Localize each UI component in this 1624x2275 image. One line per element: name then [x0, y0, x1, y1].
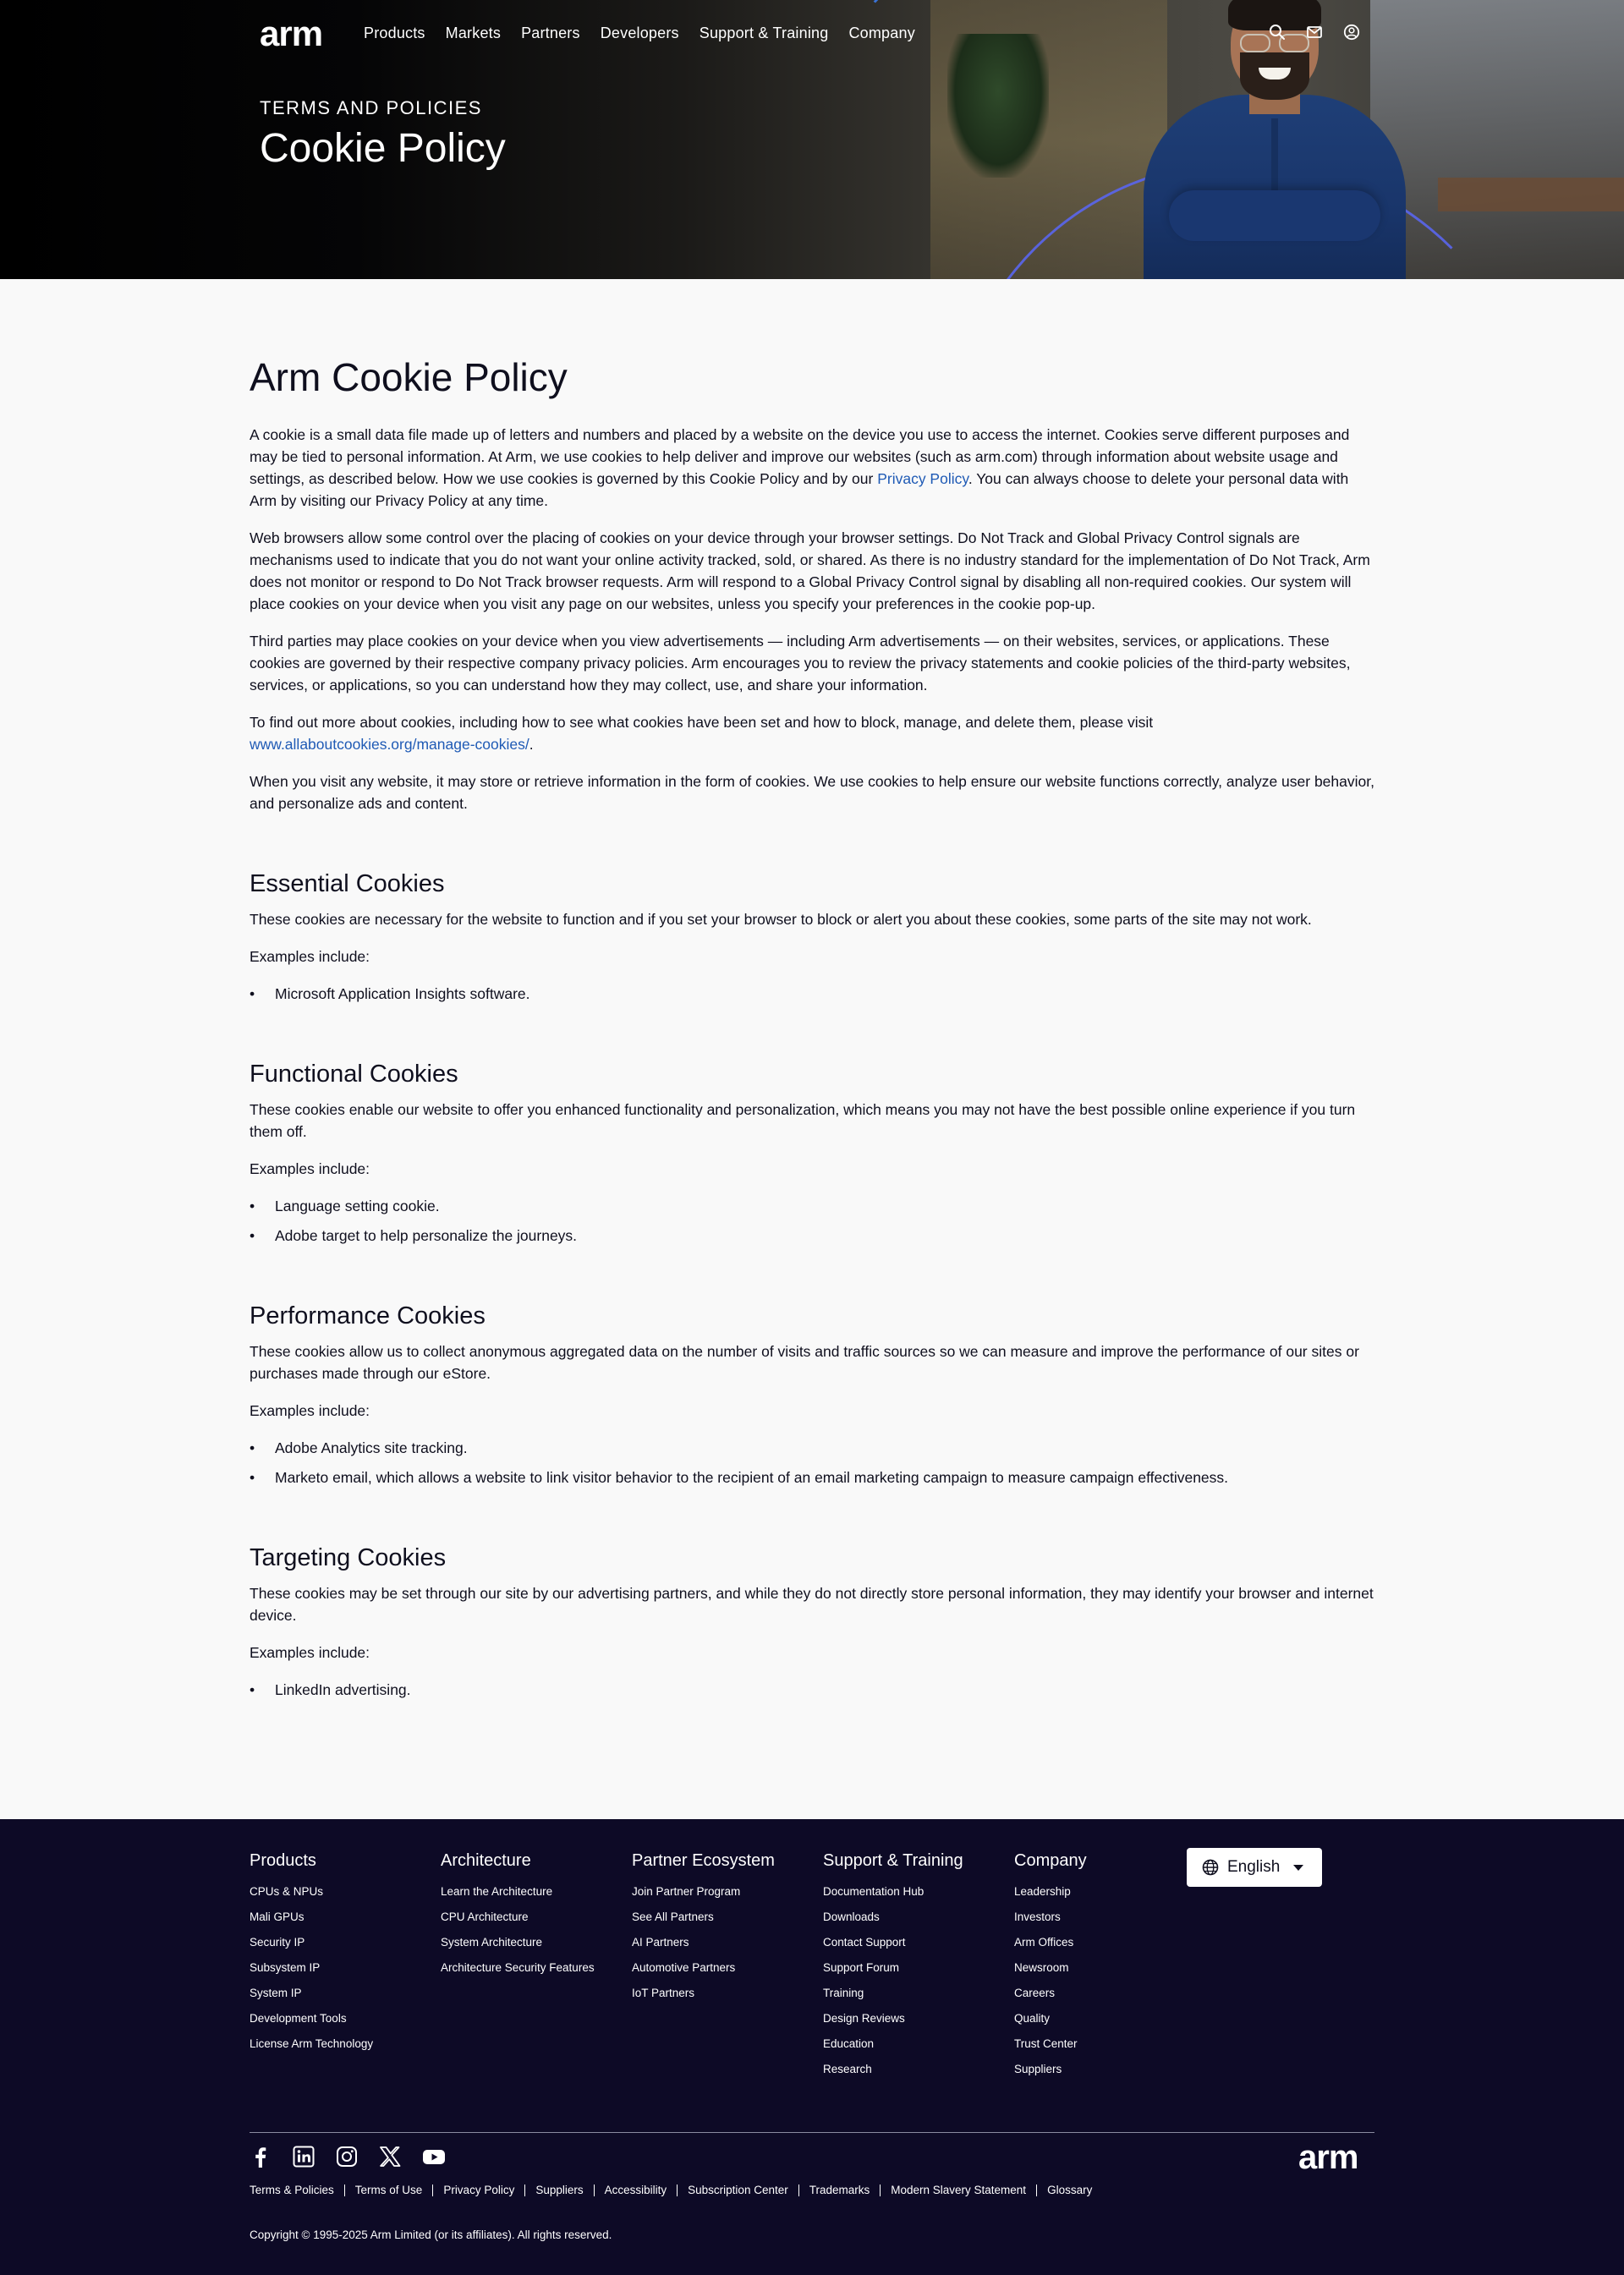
section-title: Performance Cookies — [250, 1302, 486, 1329]
footer-link[interactable]: License Arm Technology — [250, 2037, 374, 2050]
footer-column-title: Company — [1014, 1851, 1087, 1870]
section-title: Functional Cookies — [250, 1060, 458, 1088]
footer-column-title: Partner Ecosystem — [632, 1851, 775, 1870]
nav-company[interactable]: Company — [848, 25, 915, 41]
find-out-more-tail: . — [529, 735, 534, 753]
footer-link[interactable]: Development Tools — [250, 2012, 347, 2025]
legal-link[interactable]: Accessibility — [594, 2185, 678, 2196]
nav-products[interactable]: Products — [364, 25, 425, 41]
footer-link[interactable]: Education — [823, 2037, 875, 2050]
list-item: • Microsoft Application Insights software. — [250, 983, 1379, 1005]
footer-link[interactable]: IoT Partners — [632, 1987, 695, 1999]
hero-banner — [0, 0, 1624, 279]
footer-column-title: Support & Training — [823, 1851, 963, 1870]
copyright-text: Copyright © 1995-2025 Arm Limited (or its affiliates). All rights reserved. — [250, 2228, 612, 2241]
hero-title: Cookie Policy — [260, 126, 506, 171]
footer-column-company — [1014, 1851, 1205, 2082]
footer-link[interactable]: System Architecture — [441, 1936, 543, 1949]
footer-link[interactable]: Arm Offices — [1014, 1936, 1074, 1949]
arm-logo[interactable]: arm — [260, 14, 323, 53]
facebook-icon[interactable] — [250, 2146, 272, 2168]
person-crossed-arms — [1169, 190, 1380, 241]
performance-cookies-section — [250, 1302, 1379, 1488]
footer-link[interactable]: AI Partners — [632, 1936, 689, 1949]
footer-column-support-training — [823, 1851, 1014, 2082]
list-item: • Marketo email, which allows a website to link visitor behavior to the recipient of an email marketing campaign to measure campaign effectiveness. — [250, 1466, 1379, 1488]
browser-controls-paragraph: Web browsers allow some control over the placing of cookies on your device through your browser settings. Do Not Track and Global Privacy Control signals are mechanisms used to indicate that you do not want your online activity tracked, sold, or shared. As there is no industry standard for the implementation of Do Not Track, Arm does not monitor or respond to Do Not Track browser requests. Arm will respond to a Global Privacy Control signal by disabling all non-required cookies. Our system will place cookies on your device when you visit any page on our websites, unless you specify your preferences in the cookie pop-up. — [250, 529, 1370, 612]
footer-link[interactable]: Leadership — [1014, 1885, 1071, 1898]
legal-link[interactable]: Subscription Center — [677, 2185, 798, 2196]
footer-link[interactable]: Research — [823, 2063, 872, 2075]
social-links — [250, 2146, 446, 2168]
section-title: Targeting Cookies — [250, 1543, 447, 1571]
language-label: English — [1227, 1858, 1281, 1876]
instagram-icon[interactable] — [336, 2146, 358, 2168]
legal-links — [250, 2185, 1102, 2196]
website-storage-paragraph: When you visit any website, it may store or retrieve information in the form of cookies. We use cookies to help ensure our website functions correctly, analyze user behavior, and personalize ads and content. — [250, 772, 1374, 812]
legal-link[interactable]: Privacy Policy — [432, 2185, 524, 2196]
footer-column-products — [250, 1851, 441, 2082]
privacy-policy-link[interactable]: Privacy Policy — [877, 469, 968, 487]
footer-column-title: Architecture — [441, 1851, 531, 1870]
footer-link[interactable]: Training — [823, 1987, 864, 1999]
footer-link[interactable]: See All Partners — [632, 1910, 714, 1923]
nav-utility-icons — [1269, 24, 1360, 41]
find-out-more-text: To find out more about cookies, including how to see what cookies have been set and how to block, manage, and delete them, please visit — [250, 713, 1154, 731]
main-menu — [364, 25, 915, 42]
account-icon[interactable] — [1343, 24, 1360, 41]
hero-eyebrow: TERMS AND POLICIES — [260, 97, 482, 118]
find-out-more-paragraph — [250, 711, 1379, 755]
list-item: • Adobe target to help personalize the journeys. — [250, 1225, 1379, 1247]
section-description: These cookies are necessary for the website to function and if you set your browser to block or alert you about these cookies, some parts of the site may not work. — [250, 910, 1312, 928]
chevron-down-icon — [1293, 1865, 1303, 1871]
footer-link[interactable]: Careers — [1014, 1987, 1056, 1999]
footer-link[interactable]: Downloads — [823, 1910, 880, 1923]
legal-link[interactable]: Suppliers — [524, 2185, 593, 2196]
footer-link[interactable]: Contact Support — [823, 1936, 906, 1949]
third-party-paragraph: Third parties may place cookies on your device when you view advertisements — including Arm advertisements — on their websites, services, or applications. These cookies are governed by their respective company privacy policies. Arm encourages you to review the privacy statements and cookie policies of the third-party websites, services, or applications, so you can understand how they may collect, use, and share your information. — [250, 632, 1351, 693]
examples-list — [250, 1195, 1379, 1247]
nav-support-training[interactable]: Support & Training — [699, 25, 829, 41]
footer-link[interactable]: Automotive Partners — [632, 1961, 736, 1974]
examples-list — [250, 1437, 1379, 1488]
globe-icon — [1202, 1859, 1219, 1876]
list-item: • LinkedIn advertising. — [250, 1679, 1379, 1701]
search-icon[interactable] — [1269, 24, 1286, 41]
examples-label: Examples include: — [250, 1643, 370, 1661]
section-description: These cookies enable our website to offer you enhanced functionality and personalization, which means you may not have the best possible online experience if you turn them off. — [250, 1100, 1356, 1140]
footer-column-title: Products — [250, 1851, 316, 1870]
footer-link[interactable]: System IP — [250, 1987, 302, 1999]
x-icon[interactable] — [379, 2146, 401, 2168]
footer-link[interactable]: Documentation Hub — [823, 1885, 924, 1898]
youtube-icon[interactable] — [422, 2146, 446, 2168]
section-description: These cookies may be set through our site by our advertising partners, and while they do not directly store personal information, they may identify your browser and internet device. — [250, 1584, 1374, 1624]
person-shirt-placket — [1271, 118, 1278, 195]
legal-link[interactable]: Trademarks — [798, 2185, 881, 2196]
legal-link[interactable]: Modern Slavery Statement — [880, 2185, 1036, 2196]
examples-label: Examples include: — [250, 1159, 370, 1177]
intro-text: A cookie is a small data file made up of letters and numbers and placed by a website on the device you use to access the internet. Cookies serve different purposes and may be tied to personal information. At Arm, we use cookies to help deliver and improve our websites (such as arm.com) through information about website usage and settings, as described below. How we use cookies is governed by this Cookie Policy and by our — [250, 425, 1350, 487]
site-footer — [0, 1819, 1624, 2275]
examples-label: Examples include: — [250, 1401, 370, 1419]
functional-cookies-section — [250, 1061, 1379, 1247]
section-description: These cookies allow us to collect anonymous aggregated data on the number of visits and traffic sources so we can measure and improve the performance of our sites or purchases made through our eStore. — [250, 1342, 1359, 1382]
examples-list — [250, 1679, 1379, 1701]
examples-label: Examples include: — [250, 947, 370, 965]
footer-link[interactable]: Quality — [1014, 2012, 1051, 2025]
footer-divider — [250, 2132, 1374, 2133]
intro-text-tail: . You can always choose to delete your personal data with Arm by visiting our Privacy Policy at any time. — [250, 469, 1349, 509]
footer-link[interactable]: CPU Architecture — [441, 1910, 529, 1923]
allaboutcookies-link[interactable]: www.allaboutcookies.org/manage-cookies/ — [250, 735, 529, 753]
targeting-cookies-section — [250, 1544, 1379, 1701]
footer-column-partner-ecosystem — [632, 1851, 823, 2082]
linkedin-icon[interactable] — [293, 2146, 315, 2168]
footer-link[interactable]: Design Reviews — [823, 2012, 905, 2025]
footer-link[interactable]: Newsroom — [1014, 1961, 1069, 1974]
mail-icon[interactable] — [1306, 24, 1323, 41]
footer-link[interactable]: Trust Center — [1014, 2037, 1078, 2050]
legal-link[interactable]: Terms of Use — [344, 2185, 433, 2196]
footer-link[interactable]: Subsystem IP — [250, 1961, 321, 1974]
footer-columns — [250, 1851, 1205, 2082]
top-navigation — [0, 0, 1624, 68]
language-selector[interactable] — [1187, 1848, 1322, 1887]
footer-arm-logo[interactable]: arm — [1298, 2139, 1358, 2176]
legal-link[interactable]: Glossary — [1036, 2185, 1102, 2196]
list-item: • Language setting cookie. — [250, 1195, 1379, 1217]
footer-link[interactable]: CPUs & NPUs — [250, 1885, 324, 1898]
footer-column-architecture — [441, 1851, 632, 2082]
footer-link[interactable]: Architecture Security Features — [441, 1961, 595, 1974]
legal-link[interactable]: Terms & Policies — [250, 2184, 334, 2196]
section-title: Essential Cookies — [250, 869, 445, 897]
intro-paragraph — [250, 424, 1379, 512]
footer-link[interactable]: Security IP — [250, 1936, 305, 1949]
essential-cookies-section — [250, 870, 1379, 1005]
footer-link[interactable]: Mali GPUs — [250, 1910, 304, 1923]
nav-partners[interactable]: Partners — [521, 25, 580, 41]
main-content — [0, 279, 1624, 1759]
examples-list — [250, 983, 1379, 1005]
nav-markets[interactable]: Markets — [445, 25, 502, 41]
footer-link[interactable]: Learn the Architecture — [441, 1885, 553, 1898]
nav-developers[interactable]: Developers — [600, 25, 679, 41]
footer-link[interactable]: Support Forum — [823, 1961, 900, 1974]
list-item: • Adobe Analytics site tracking. — [250, 1437, 1379, 1459]
footer-link[interactable]: Investors — [1014, 1910, 1061, 1923]
footer-link[interactable]: Join Partner Program — [632, 1885, 741, 1898]
page-title: Arm Cookie Policy — [250, 355, 568, 399]
footer-link[interactable]: Suppliers — [1014, 2063, 1062, 2075]
